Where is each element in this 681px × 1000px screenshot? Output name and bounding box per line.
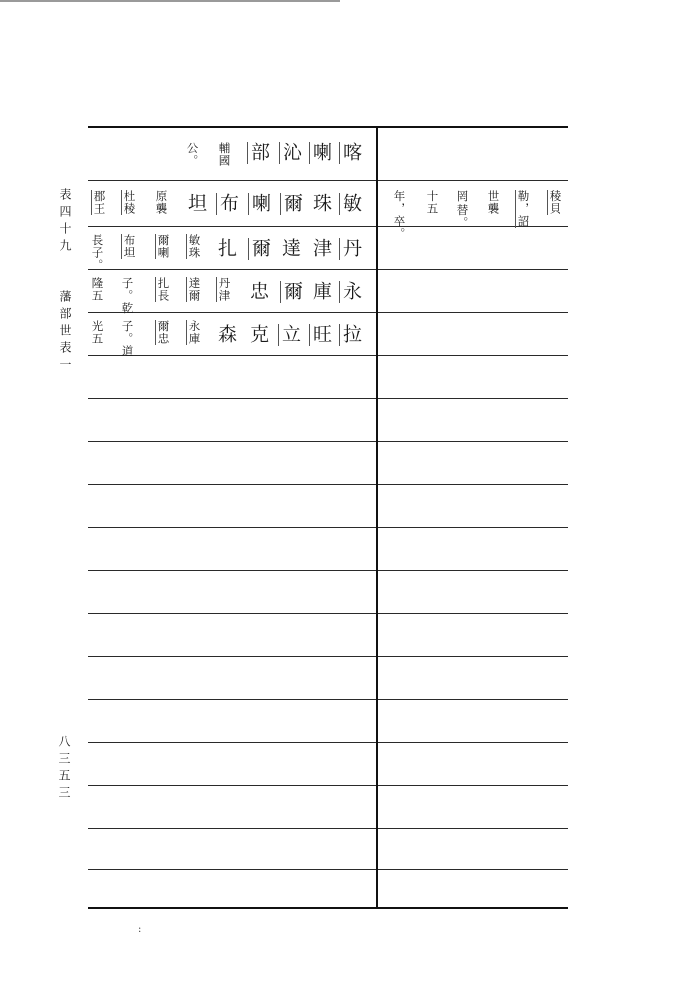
column-divider [376, 126, 378, 908]
row1-name-3: 爾 [281, 193, 303, 215]
row4-name-3: 立 [279, 324, 301, 346]
row2-name-5: 扎 [215, 238, 237, 260]
row-rule [88, 742, 568, 743]
header-suffix: 公。 [185, 142, 200, 167]
row1-right-7: 年，卒。 [392, 190, 407, 240]
row3-name-2: 庫 [310, 281, 332, 303]
row4-note-4: 光五 [90, 320, 105, 345]
row1-name-2: 珠 [310, 193, 332, 215]
row3-note-3: 扎長 [156, 277, 171, 302]
row3-note-4: 子。乾 [120, 277, 135, 315]
row1-right-5: 替。 [455, 204, 470, 229]
row2-name-2: 津 [310, 238, 332, 260]
side-title: 藩部世表一 [58, 290, 72, 375]
row2-note-3: 布坦 [122, 234, 137, 259]
row-rule [88, 869, 568, 870]
row-rule [88, 441, 568, 442]
row1-note-3: 郡王 [92, 190, 107, 215]
row-rule [88, 398, 568, 399]
row1-right-6: 十五 [425, 190, 440, 215]
row1-note-2: 杜稜 [122, 190, 137, 215]
row1-name-4: 喇 [249, 193, 271, 215]
row1-name-6: 坦 [185, 193, 207, 215]
header-name-2: 喇 [310, 142, 332, 164]
scan-speck: : [138, 924, 142, 935]
row1-name-5: 布 [217, 193, 239, 215]
side-chapter: 表四十九 [58, 188, 72, 256]
header-small: 輔國 [217, 142, 232, 167]
row1-right-4: 罔 [455, 190, 470, 203]
row4-note-1: 永庫 [187, 320, 202, 345]
row2-note-2: 爾喇 [156, 234, 171, 259]
row3-name-3: 爾 [281, 281, 303, 303]
header-name-4: 部 [248, 142, 270, 164]
row3-note-1: 丹津 [217, 277, 232, 302]
row4-note-2: 爾忠 [156, 320, 171, 345]
header-name-1: 喀 [340, 142, 362, 164]
row1-note-1: 原襲 [154, 190, 169, 215]
row-rule [88, 312, 568, 313]
row-rule [88, 355, 568, 356]
table-bottom-rule [88, 907, 568, 909]
row-rule [88, 699, 568, 700]
page-number: 八三五三 [57, 735, 71, 803]
row-rule [88, 656, 568, 657]
row2-name-1: 丹 [340, 238, 362, 260]
row2-note-4: 長子。 [90, 234, 105, 272]
row1-right-1: 稜貝 [548, 190, 563, 215]
row-rule [88, 269, 568, 270]
row4-name-1: 拉 [340, 324, 362, 346]
row-rule [88, 785, 568, 786]
row3-note-5: 隆五 [90, 277, 105, 302]
row4-name-4: 克 [247, 324, 269, 346]
row3-name-1: 永 [340, 281, 362, 303]
row2-name-4: 爾 [249, 238, 271, 260]
row1-right-2: 勒，詔 [516, 190, 531, 228]
row3-note-2: 達爾 [187, 277, 202, 302]
row-rule [88, 828, 568, 829]
row-rule [88, 570, 568, 571]
row1-right-3: 世襲 [486, 190, 501, 215]
row2-name-3: 達 [279, 238, 301, 260]
row-rule [88, 226, 568, 227]
row-rule [88, 613, 568, 614]
row-rule [88, 180, 568, 181]
row4-name-2: 旺 [310, 324, 332, 346]
row2-note-1: 敏珠 [187, 234, 202, 259]
scan-edge [0, 0, 340, 2]
row-rule [88, 527, 568, 528]
row-rule [88, 484, 568, 485]
table-top-rule [88, 126, 568, 128]
row4-note-3: 子。道 [120, 320, 135, 358]
row1-name-1: 敏 [340, 193, 362, 215]
header-name-3: 沁 [280, 142, 302, 164]
row4-name-5: 森 [215, 324, 237, 346]
row3-name-4: 忠 [247, 281, 269, 303]
